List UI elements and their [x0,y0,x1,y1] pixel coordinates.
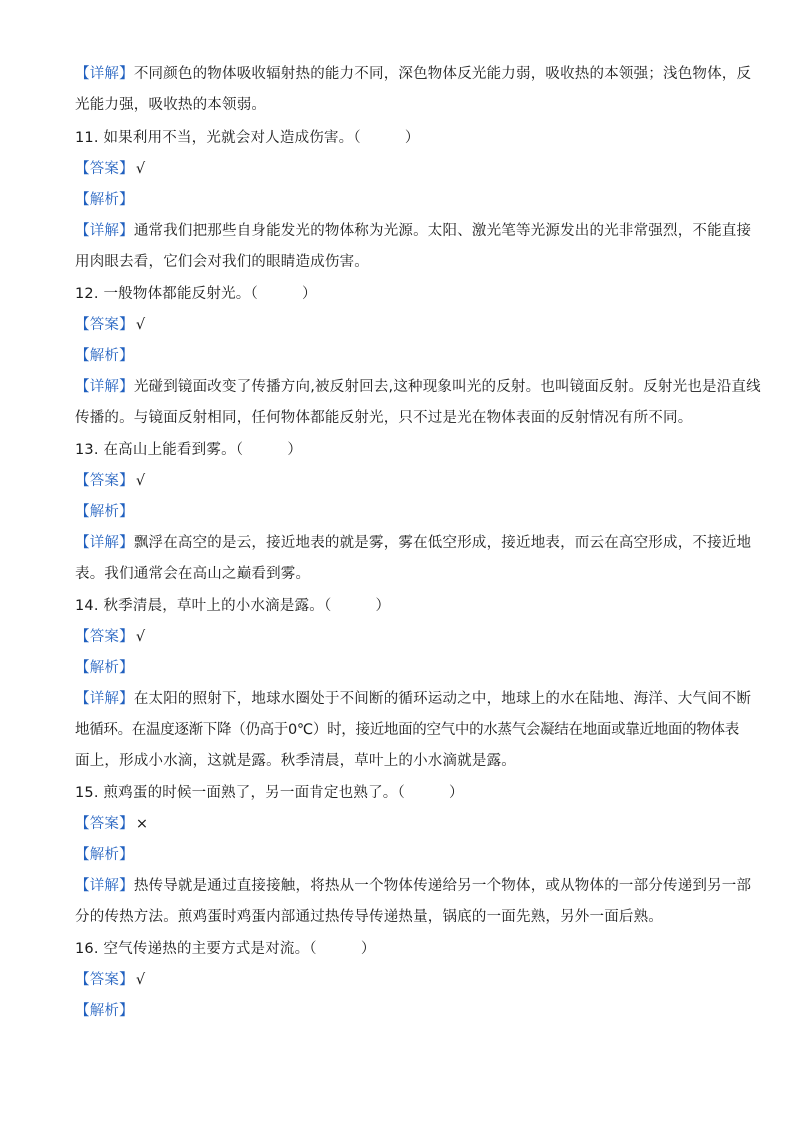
detail-line [75,533,752,553]
detail-text: 表。我们通常会在高山之巅看到雾。 [75,566,311,582]
question-14: 14. 秋季清晨，草叶上的小水滴是露。（ ） [75,598,391,614]
check-mark-icon: √ [135,317,146,333]
detail-line [75,720,739,740]
detail-tag: 【详解】 [75,691,134,707]
analysis-13 [75,502,735,522]
question-11: 11. 如果利用不当，光就会对人造成伤害。（ ） [75,130,420,146]
detail-text: 不同颜色的物体吸收辐射热的能力不同，深色物体反光能力弱，吸收热的本领强；浅色物体，反 [133,66,752,82]
answer-tag: 【答案】 [75,629,134,645]
question-16: 16. 空气传递热的主要方式是对流。（ ） [75,941,376,957]
detail-text: 热传导就是通过直接接触，将热从一个物体传递给另一个物体，或从物体的一部分传递到另一部 [133,878,752,894]
answer-13 [75,471,735,491]
analysis-tag: 【解析】 [75,348,134,364]
answer-11 [75,159,735,179]
detail-tag: 【详解】 [75,379,134,395]
detail-line [75,876,752,896]
analysis-tag: 【解析】 [75,504,134,520]
detail-text: 用肉眼去看，它们会对我们的眼睛造成伤害。 [75,254,369,270]
detail-line [75,252,735,272]
detail-line [75,95,735,115]
check-mark-icon: √ [135,161,146,177]
cross-mark-icon: × [135,816,149,832]
answer-tag: 【答案】 [75,161,134,177]
detail-text: 光碰到镜面改变了传播方向,被反射回去,这种现象叫光的反射。也叫镜面反射。反射光也是沿直线 [133,379,761,395]
question-15: 15. 煎鸡蛋的时候一面熟了，另一面肯定也熟了。（ ） [75,785,464,801]
detail-text: 传播的。与镜面反射相同，任何物体都能反射光，只不过是光在物体表面的反射情况有所不同。 [75,410,693,426]
detail-line [75,751,735,771]
detail-text: 在太阳的照射下，地球水圈处于不间断的循环运动之中，地球上的水在陆地、海洋、大气间不断 [133,691,752,707]
analysis-16 [75,1001,735,1021]
detail-text: 飘浮在高空的是云，接近地表的就是雾，雾在低空形成，接近地表，而云在高空形成，不接近地 [133,535,752,551]
check-mark-icon: √ [135,972,146,988]
detail-text: 面上，形成小水滴，这就是露。秋季清晨，草叶上的小水滴就是露。 [75,753,516,769]
detail-text: 分的传热方法。煎鸡蛋时鸡蛋内部通过热传导传递热量，锅底的一面先熟，另外一面后熟。 [75,909,663,925]
answer-tag: 【答案】 [75,317,134,333]
detail-line [75,689,752,709]
answer-tag: 【答案】 [75,972,134,988]
detail-line [75,907,735,927]
detail-line [75,408,735,428]
detail-line [75,377,761,397]
answer-15 [75,814,735,834]
analysis-14 [75,658,735,678]
detail-tag: 【详解】 [75,535,134,551]
answer-tag: 【答案】 [75,816,134,832]
detail-tag: 【详解】 [75,66,134,82]
answer-tag: 【答案】 [75,473,134,489]
detail-tag: 【详解】 [75,223,134,239]
analysis-tag: 【解析】 [75,192,134,208]
analysis-11 [75,190,735,210]
answer-12 [75,315,735,335]
question-13: 13. 在高山上能看到雾。（ ） [75,442,303,458]
detail-line [75,564,735,584]
detail-line [75,64,752,84]
detail-line [75,221,752,241]
check-mark-icon: √ [135,629,146,645]
question-12: 12. 一般物体都能反射光。（ ） [75,286,317,302]
detail-tag: 【详解】 [75,878,134,894]
detail-text: 光能力强，吸收热的本领弱。 [75,97,267,113]
check-mark-icon: √ [135,473,146,489]
analysis-tag: 【解析】 [75,847,134,863]
answer-14 [75,627,735,647]
analysis-15 [75,845,735,865]
detail-text: 地循环。在温度逐渐下降（仍高于0℃）时，接近地面的空气中的水蒸气会凝结在地面或靠近地面的物体表 [75,722,739,738]
analysis-tag: 【解析】 [75,1003,134,1019]
detail-text: 通常我们把那些自身能发光的物体称为光源。太阳、激光笔等光源发出的光非常强烈，不能直接 [133,223,752,239]
answer-16 [75,970,735,990]
analysis-12 [75,346,735,366]
analysis-tag: 【解析】 [75,660,134,676]
